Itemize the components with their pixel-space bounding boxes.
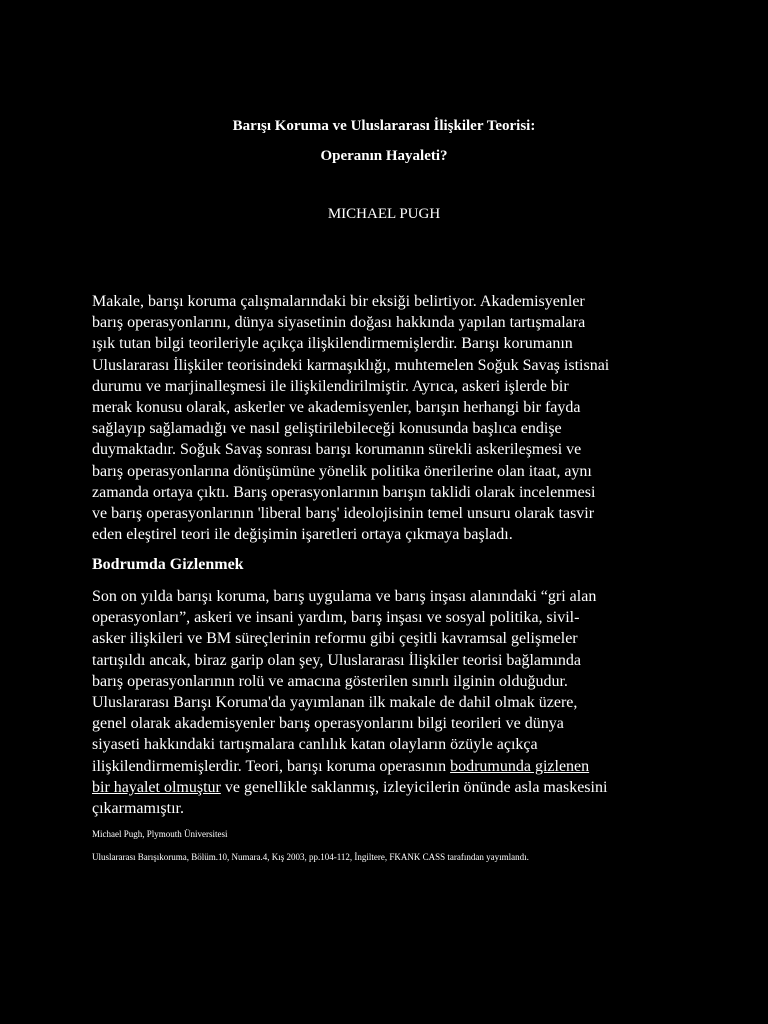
article-title-line-1: Barışı Koruma ve Uluslararası İlişkiler Teorisi:: [232, 118, 536, 134]
section-line: asker ilişkileri ve BM süreçlerinin reformu gibi çeşitli kavramsal gelişmeler: [92, 630, 578, 648]
section-line-with-link: [92, 756, 680, 777]
section-line: barış operasyonlarının rolü ve amacına gösterilen sınırlı ilginin olduğudur.: [92, 672, 568, 690]
author-name: MICHAEL PUGH: [327, 206, 441, 222]
underlined-phrase-part-2: bir hayalet olmuştur: [92, 778, 221, 796]
abstract-line: barış operasyonlarına dönüşümüne yönelik politika önerilerine olan itaat, aynı: [92, 462, 592, 480]
abstract-line: duymaktadır. Soğuk Savaş sonrası barışı korumanın sürekli askerileşmesi ve: [92, 441, 582, 459]
section-line: siyaseti hakkındaki tartışmalara canlılık katan olayların özüyle açıkça: [92, 736, 538, 754]
abstract-paragraph: [92, 291, 680, 545]
section-line: genel olarak akademisyenler barış operasyonlarını bilgi teorileri ve dünya: [92, 715, 564, 733]
section-line-with-link: [92, 777, 680, 798]
abstract-line: barış operasyonlarını, dünya siyasetinin doğası hakkında yapılan tartışmalara: [92, 314, 586, 332]
section-line-text: ve genellikle saklanmış, izleyicilerin önünde asla maskesini: [220, 778, 608, 796]
section-heading: Bodrumda Gizlenmek: [92, 556, 244, 573]
abstract-line: eden eleştirel teori ile değişimin işaretleri ortaya çıkmaya başladı.: [92, 526, 513, 544]
footnote-citation: Uluslararası Barışıkoruma, Bölüm.10, Numara.4, Kış 2003, pp.104-112, İngiltere, FKANK CASS tarafından yayımlandı.: [92, 852, 529, 862]
abstract-line: durumu ve marjinalleşmesi ile ilişkilendirilmiştir. Ayrıca, askeri işlerde bir: [92, 377, 569, 395]
abstract-line: Uluslararası İlişkiler teorisindeki karmaşıklığı, muhtemelen Soğuk Savaş istisnai: [92, 356, 610, 374]
section-line: Son on yılda barışı koruma, barış uygulama ve barış inşası alanındaki “gri alan: [92, 588, 597, 605]
abstract-line: zamanda ortaya çıktı. Barış operasyonlarının barışın taklidi olarak incelenmesi: [92, 483, 596, 501]
section-line: çıkarmamıştır.: [92, 800, 184, 818]
abstract-line: merak konusu olarak, askerler ve akademisyenler, barışın herhangi bir fayda: [92, 399, 581, 417]
abstract-line: ve barış operasyonlarının 'liberal barış' ideolojisinin temel unsuru olarak tasvir: [92, 505, 595, 523]
abstract-line: ışık tutan bilgi teorileriyle açıkça ilişkilendirmemişlerdir. Barışı korumanın: [92, 335, 573, 353]
abstract-line: Makale, barışı koruma çalışmalarındaki bir eksiği belirtiyor. Akademisyenler: [92, 293, 585, 310]
underlined-phrase-part-1: bodrumunda gizlenen: [450, 757, 590, 775]
abstract-line: sağlayıp sağlamadığı ve nasıl geliştirilebileceği konusunda başlıca endişe: [92, 420, 562, 438]
section-line: Uluslararası Barışı Koruma'da yayımlanan ilk makale de dahil olmak üzere,: [92, 694, 578, 712]
article-title-line-2: Operanın Hayaleti?: [320, 148, 448, 164]
section-paragraph: [92, 586, 680, 819]
section-line-text: ilişkilendirmemişlerdir. Teori, barışı koruma operasının: [92, 757, 447, 775]
section-line: operasyonları”, askeri ve insani yardım, barış inşası ve sosyal politika, sivil-: [92, 609, 580, 627]
footnote-affiliation: Michael Pugh, Plymouth Üniversitesi: [92, 829, 228, 839]
section-line: tartışıldı ancak, biraz garip olan şey, Uluslararası İlişkiler teorisi bağlamında: [92, 651, 582, 669]
